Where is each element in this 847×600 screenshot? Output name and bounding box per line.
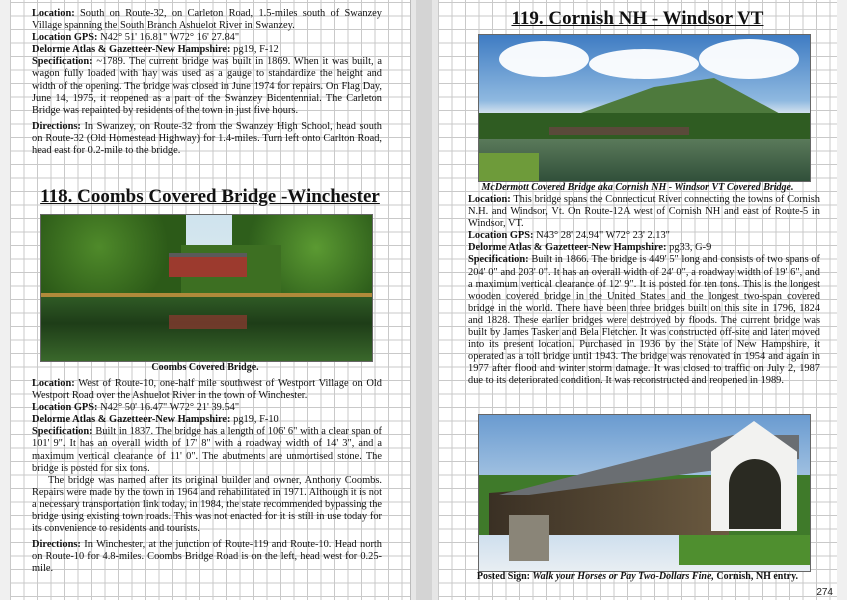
- cornish-photo-caption: McDermott Covered Bridge aka Cornish NH - Windsor VT Covered Bridge.: [481, 182, 794, 193]
- cornish-delorme-label: Delorme Atlas & Gazetteer-New Hampshire:: [468, 242, 667, 254]
- posted-sign-text: Walk your Horses or Pay Two-Dollars Fine,: [532, 571, 714, 582]
- intro-gps-text: N42° 51' 16.81" W72° 16' 27.84": [100, 32, 240, 44]
- cornish-spec-label: Specification:: [468, 254, 529, 266]
- coombs-delorme-text: pg19, F-10: [233, 414, 279, 426]
- posted-sign-place: Cornish, NH entry.: [716, 571, 799, 582]
- cornish-location-label: Location:: [468, 194, 511, 205]
- intro-location-label: Location:: [32, 8, 75, 19]
- intro-location-text: South on Route-32, on Carleton Road, 1.5-miles south of Swanzey Village spanning the South Branch Ashuelot River in Swanzey.: [32, 8, 382, 32]
- coombs-spec-label: Specification:: [32, 426, 93, 438]
- section-heading-119: 119. Cornish NH - Windsor VT: [511, 8, 764, 29]
- intro-gps-label: Location GPS:: [32, 32, 98, 44]
- page-gutter: [410, 0, 440, 600]
- intro-spec-text: ~1789. The current bridge was built in 1869. When it was built, a wagon fully loaded with hay was used as a gauge to standardize the height and width of the opening. The bridge was closed in June 1974 for repairs. On Flag Day, June 14, 1975, it reopened as a part of the Swanzey Bicentennial. The Carleton Bridge was repainted by residents of the town in just five hours.: [32, 56, 383, 116]
- coombs-spec-text: Built in 1837. The bridge has a length of 106' 6" with a clear span of 101' 9". It has an overall width of 17' 8" with a roadway width of 14' 3", and a maximum vertical clearance of 11' 0". The abutments are unmortised stone. The bridge is posted for six tons.: [32, 426, 382, 474]
- coombs-location-text: West of Route-10, one-half mile southwest of Westport Village on Old Westport Road over the Ashuelot River in the town of Winchester.: [32, 378, 382, 402]
- intro-delorme-label: Delorme Atlas & Gazetteer-New Hampshire:: [32, 44, 231, 56]
- left-page: [10, 0, 410, 600]
- section-heading-118: 118. Coombs Covered Bridge -Winchester: [40, 186, 380, 207]
- cornish-delorme-text: pg33, G-9: [669, 242, 712, 254]
- cornish-landscape-photo: [478, 34, 811, 182]
- coombs-photo-caption: Coombs Covered Bridge.: [151, 362, 259, 373]
- intro-delorme-text: pg19, F-12: [233, 44, 279, 56]
- cornish-details: [468, 194, 820, 388]
- coombs-delorme-label: Delorme Atlas & Gazetteer-New Hampshire:: [32, 414, 231, 426]
- intro-directions-text: In Swanzey, on Route-32 from the Swanzey High School, head south on Route-32 (Old Homestead Highway) for 1.4-miles. Turn left onto Carlton Road, head east for 0.2-mile to the bridge.: [32, 120, 382, 157]
- coombs-spec-paragraph-2: The bridge was named after its original builder and owner, Anthony Coombs. Repairs were made by the town in 1964 and rehabilitated in 1971. Although it is not a necessary transportation link today, in 1984, the state recommended bypassing the bridge using existing town roads. This was not enacted for it is still in use today for its convenience to residents and tourists.: [32, 474, 382, 535]
- coombs-gps-label: Location GPS:: [32, 402, 98, 414]
- coombs-details: [32, 378, 382, 576]
- posted-sign-caption: [438, 571, 837, 582]
- coombs-location-label: Location:: [32, 378, 75, 389]
- coombs-gps-text: N42° 50' 16.47" W72° 21' 39.54": [100, 402, 240, 414]
- posted-sign-label: Posted Sign:: [476, 571, 530, 582]
- cornish-gps-text: N43° 28' 24.94" W72° 23' 2.13": [536, 230, 670, 242]
- coombs-bridge-photo: [40, 214, 373, 362]
- cornish-spec-text: Built in 1866. The bridge is 449' 5" long and consists of two spans of 204' 0" and 203' 0". It has an overall width of 24' 0", a roadway width of 19' 6", and a maximum vertical clearance of 12' 9". It is posted for ten tons. This is the longest wooden covered bridge in the United States and the longest two-span covered bridge in the world. There have been three bridges built on this site in 1796, 1824 and 1828. These earlier bridges were destroyed by floods. The current bridge was built by James Tasker and Bela Fletcher. It was constructed off-site and later moved into its present location. Purchased in 1936 by the State of New Hampshire, it operated as a toll bridge until 1943. The bridge was renovated in 1954 and again in 1977 after flood and winter storm damage. It was closed to traffic on July 2, 1987 due to its deteriorated condition. It was reconstructed and reopened in 1989.: [468, 254, 820, 387]
- intro-directions-label: Directions:: [32, 120, 81, 132]
- right-page: [438, 0, 837, 600]
- coombs-directions-text: In Winchester, at the junction of Route-119 and Route-10. Head north on Route-10 for 4.8-miles. Coombs Bridge Road is on the left, head west for 0.25-mile.: [32, 539, 382, 575]
- coombs-directions-label: Directions:: [32, 539, 81, 551]
- intro-spec-label: Specification:: [32, 56, 93, 68]
- cornish-gps-label: Location GPS:: [468, 230, 534, 242]
- intro-block: [32, 8, 382, 157]
- cornish-location-text: This bridge spans the Connecticut River connecting the towns of Cornish N.H. and Windsor, Vt. On Route-12A west of Cornish NH and east of Route-5 in Windsor, VT.: [468, 194, 820, 230]
- cornish-bridge-photo: [478, 414, 811, 572]
- page-number: 274: [816, 587, 833, 598]
